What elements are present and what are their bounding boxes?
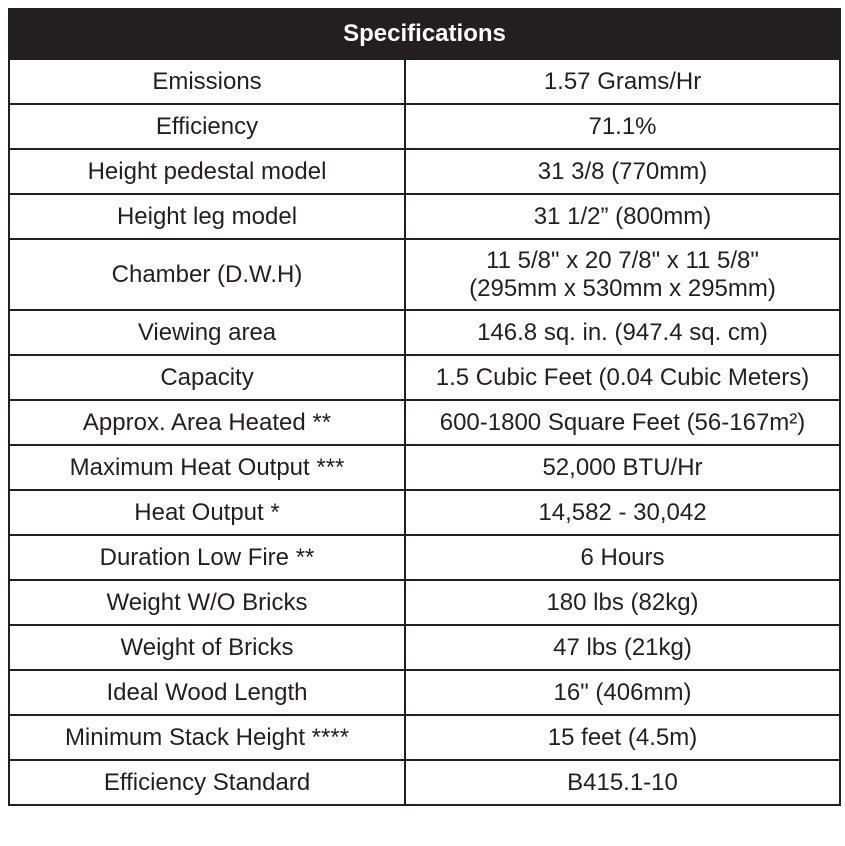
spec-value-line: 31 1/2” (800mm) — [533, 202, 712, 230]
spec-value — [405, 445, 840, 490]
spec-label: Duration Low Fire ** — [9, 535, 405, 580]
spec-value — [405, 59, 840, 104]
spec-value — [405, 715, 840, 760]
spec-value — [405, 625, 840, 670]
spec-value — [405, 239, 840, 310]
spec-label: Viewing area — [9, 310, 405, 355]
spec-label: Capacity — [9, 355, 405, 400]
table-title: Specifications — [9, 9, 840, 59]
spec-value-line: (295mm x 530mm x 295mm) — [469, 274, 776, 302]
spec-value-line: 600-1800 Square Feet (56-167m²) — [439, 408, 806, 436]
spec-value-line: 6 Hours — [580, 543, 665, 571]
spec-label: Ideal Wood Length — [9, 670, 405, 715]
spec-label: Height leg model — [9, 194, 405, 239]
spec-value-line: 11 5/8" x 20 7/8" x 11 5/8" — [486, 246, 759, 274]
spec-value — [405, 104, 840, 149]
spec-label: Minimum Stack Height **** — [9, 715, 405, 760]
spec-value-line: 71.1% — [588, 112, 657, 140]
spec-value — [405, 535, 840, 580]
spec-value-line: 52,000 BTU/Hr — [542, 453, 703, 481]
spec-value-line: 14,582 - 30,042 — [538, 498, 707, 526]
spec-label: Height pedestal model — [9, 149, 405, 194]
table-row — [9, 490, 840, 535]
spec-label: Approx. Area Heated ** — [9, 400, 405, 445]
specifications-table — [8, 8, 841, 806]
spec-value — [405, 490, 840, 535]
table-row — [9, 400, 840, 445]
table-row — [9, 715, 840, 760]
spec-value-line: 31 3/8 (770mm) — [537, 157, 708, 185]
table-row — [9, 580, 840, 625]
table-row — [9, 149, 840, 194]
spec-value — [405, 580, 840, 625]
table-row — [9, 760, 840, 805]
table-body — [9, 59, 840, 805]
table-row — [9, 310, 840, 355]
spec-label: Efficiency — [9, 104, 405, 149]
spec-value — [405, 670, 840, 715]
spec-value — [405, 760, 840, 805]
table-row — [9, 625, 840, 670]
spec-value-line: 15 feet (4.5m) — [547, 723, 698, 751]
table-row — [9, 355, 840, 400]
table-row — [9, 445, 840, 490]
spec-label: Chamber (D.W.H) — [9, 239, 405, 310]
spec-value — [405, 355, 840, 400]
spec-label: Emissions — [9, 59, 405, 104]
spec-label: Weight of Bricks — [9, 625, 405, 670]
spec-value-line: 1.5 Cubic Feet (0.04 Cubic Meters) — [435, 363, 810, 391]
table-row — [9, 194, 840, 239]
spec-value-line: 146.8 sq. in. (947.4 sq. cm) — [477, 318, 768, 346]
table-row — [9, 59, 840, 104]
spec-value — [405, 310, 840, 355]
spec-value-line: 180 lbs (82kg) — [546, 588, 699, 616]
table-row — [9, 670, 840, 715]
spec-label: Heat Output * — [9, 490, 405, 535]
table-header-row — [9, 9, 840, 59]
spec-value — [405, 149, 840, 194]
spec-value-line: 47 lbs (21kg) — [553, 633, 692, 661]
spec-value-line: 1.57 Grams/Hr — [543, 67, 702, 95]
spec-value-line: 16" (406mm) — [553, 678, 692, 706]
spec-value — [405, 400, 840, 445]
table-row — [9, 535, 840, 580]
table-row — [9, 239, 840, 310]
spec-value — [405, 194, 840, 239]
spec-label: Maximum Heat Output *** — [9, 445, 405, 490]
spec-label: Efficiency Standard — [9, 760, 405, 805]
spec-label: Weight W/O Bricks — [9, 580, 405, 625]
table-row — [9, 104, 840, 149]
spec-value-line: B415.1-10 — [567, 768, 678, 796]
